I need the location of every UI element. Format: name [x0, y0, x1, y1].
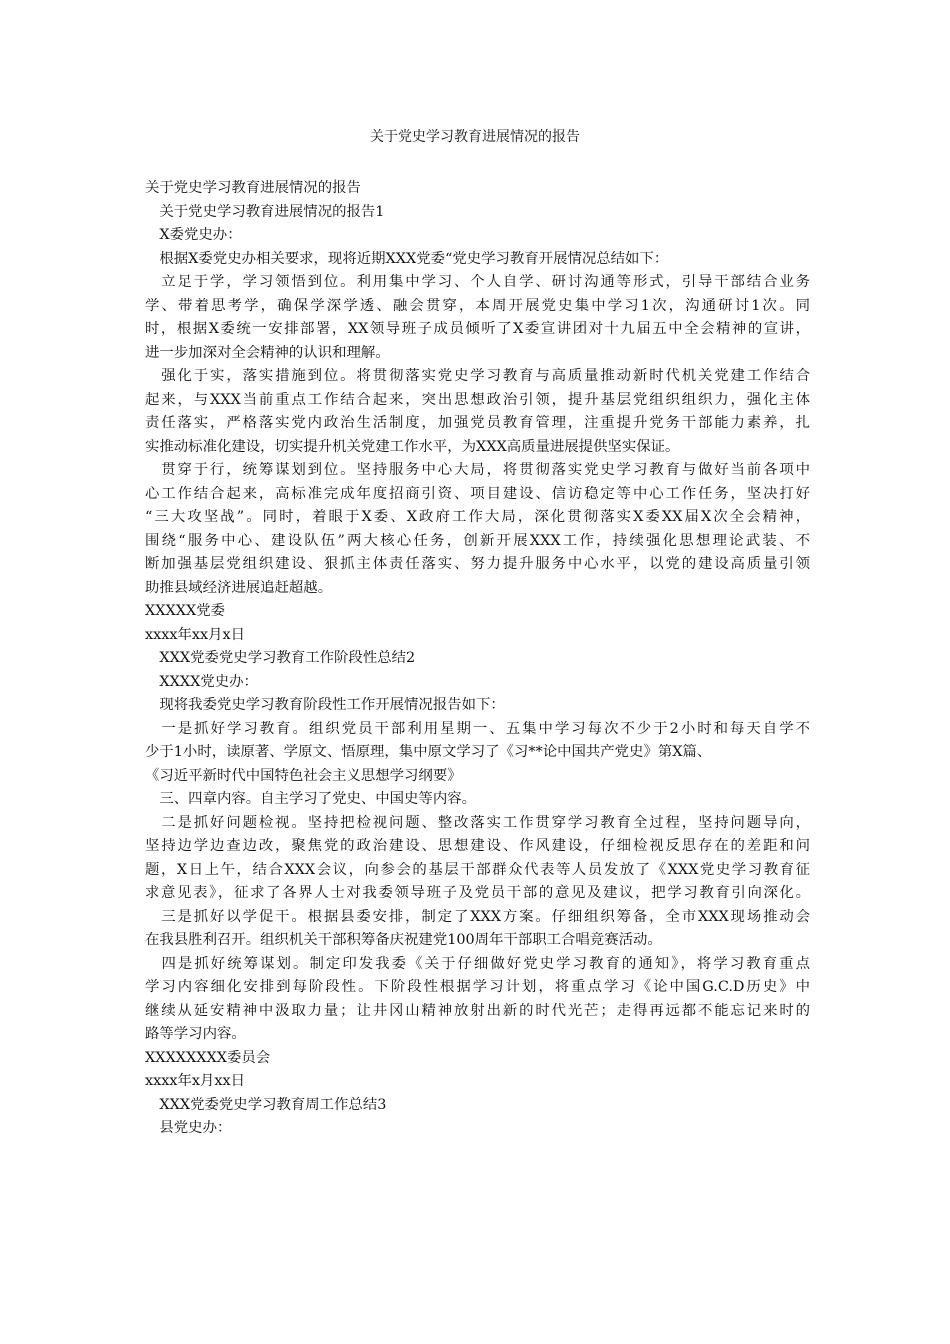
signature-date: xxxx年x月xx日: [145, 1073, 245, 1089]
text-line: 起来，与XXX当前重点工作结合起来，突出思想政治引领，提升基层党组织组织力，强化主体: [145, 391, 810, 408]
text-line: 三、四章内容。自主学习了党史、中国史等内容。: [145, 791, 476, 807]
text-line: 坚持边学边查边改，聚焦党的政治建设、思想建设、作风建设，仔细检视反思存在的差距和问: [145, 838, 810, 854]
text-line: 《习近平新时代中国特色社会主义思想学习纲要》: [145, 767, 462, 784]
signature-org: XXXXXXXX委员会: [145, 1049, 271, 1066]
text-line: 少于1小时，读原著、学原文、悟原理，集中原文学习了《习**论中国共产党史》第X篇、: [145, 744, 712, 760]
text-line: 路等学习内容。: [145, 1026, 246, 1042]
text-line: 进一步加深对全会精神的认识和理解。: [145, 344, 390, 361]
signature-date: xxxx年xx月x日: [145, 626, 245, 643]
text-line: 求意见表》，征求了各界人士对我委领导班子及党员干部的意见及建议，把学习教育引向深化。: [145, 885, 810, 901]
text-line: 责任落实，严格落实党内政治生活制度，加强党员教育管理，注重提升党务干部能力素养，扎: [145, 415, 810, 431]
text-line: 立足于学，学习领悟到位。利用集中学习、个人自学、研讨沟通等形式，引导干部结合业务: [145, 274, 810, 290]
section-title-2: XXX党委党史学习教育工作阶段性总结2: [145, 650, 416, 666]
text-line: 根据X委党史办相关要求，现将近期XXX党委“党史学习教育开展情况总结如下：: [145, 250, 669, 267]
text-line: 贯穿于行，统筹谋划到位。坚持服务中心大局，将贯彻落实党史学习教育与做好当前各项中: [145, 462, 810, 478]
text-line: 强化于实，落实措施到位。将贯彻落实党史学习教育与高质量推动新时代机关党建工作结合: [145, 368, 810, 384]
text-line: 助推县域经济进展追赶超越。: [145, 579, 333, 596]
text-line: 现将我委党史学习教育阶段性工作开展情况报告如下：: [145, 697, 505, 713]
text-line: 心工作结合起来，高标准完成年度招商引资、项目建设、信访稳定等中心工作任务，坚决打好: [145, 485, 810, 502]
text-line: 三是抓好以学促干。根据县委安排，制定了XXX方案。仔细组织筹备，全市XXX现场推动会: [145, 908, 810, 925]
text-line: “三大攻坚战”。同时，着眼于X委、X政府工作大局，深化贯彻落实X委XX届X次全会精神，: [145, 509, 810, 525]
text-line: 实推动标准化建设，切实提升机关党建工作水平，为XXX高质量进展提供坚实保证。: [145, 438, 680, 455]
section-title-1: 关于党史学习教育进展情况的报告1: [145, 203, 385, 220]
addressee-line: X委党史办：: [145, 227, 242, 243]
text-line: 四是抓好统筹谋划。制定印发我委《关于仔细做好党史学习教育的通知》，将学习教育重点: [145, 955, 810, 972]
text-line: 继续从延安精神中汲取力量；让井冈山精神放射出新的时代光芒；走得再远都不能忘记来时的: [145, 1002, 810, 1019]
signature-org: XXXXX党委: [145, 603, 226, 619]
addressee-line: XXXX党史办：: [145, 673, 258, 690]
text-line: 一是抓好学习教育。组织党员干部利用星期一、五集中学习每次不少于2小时和每天自学不: [145, 720, 810, 737]
addressee-line: 县党史办：: [145, 1120, 232, 1136]
text-line: 学习内容细化安排到每阶段性。下阶段性根据学习计划，将重点学习《论中国G.C.D历史》中: [145, 979, 810, 995]
heading-line: 关于党史学习教育进展情况的报告: [145, 180, 361, 196]
text-line: 断加强基层党组织建设、狠抓主体责任落实、努力提升服务中心水平，以党的建设高质量引领: [145, 556, 810, 572]
text-line: 在我县胜利召开。组织机关干部积筹备庆祝建党100周年干部职工合唱竞赛活动。: [145, 932, 662, 948]
text-line: 题，X日上午，结合XXX会议，向参会的基层干部群众代表等人员发放了《XXX党史学习教育征: [145, 861, 810, 878]
text-line: 围绕“服务中心、建设队伍”两大核心任务，创新开展XXX工作，持续强化思想理论武装、不: [145, 532, 810, 549]
text-line: 二是抓好问题检视。坚持把检视问题、整改落实工作贯穿学习教育全过程，坚持问题导向，: [145, 814, 810, 831]
text-line: 学、带着思考学，确保学深学透、融会贯穿，本周开展党史集中学习1次，沟通研讨1次。同: [145, 297, 810, 314]
document-body: [145, 177, 810, 1141]
section-title-3: XXX党委党史学习教育周工作总结3: [145, 1096, 387, 1113]
document-title: 关于党史学习教育进展情况的报告: [370, 129, 580, 145]
text-line: 时，根据X委统一安排部署，XX领导班子成员倾听了X委宣讲团对十九届五中全会精神的宣讲，: [145, 321, 810, 337]
